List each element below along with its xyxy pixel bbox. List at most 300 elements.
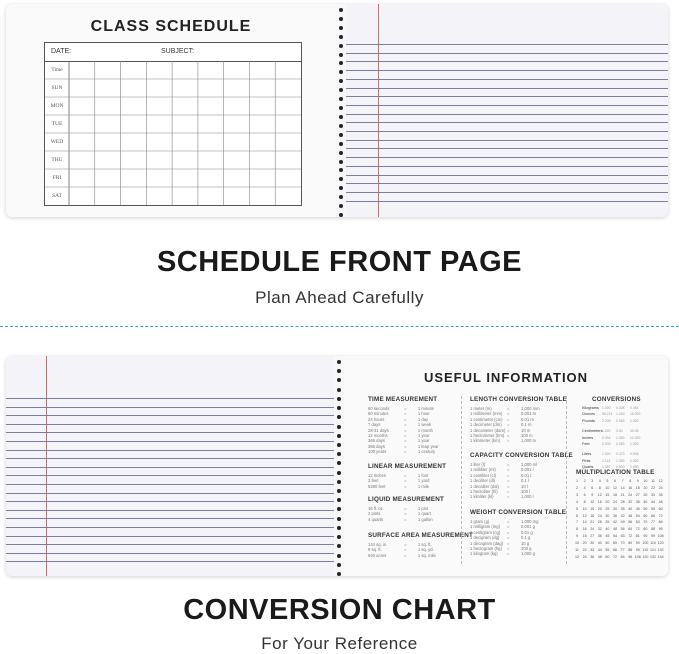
multiplication-cell: 18 <box>635 485 640 490</box>
spiral-hole <box>337 535 341 539</box>
row-right: 1 yard <box>417 478 430 484</box>
multiplication-cell: 12 <box>597 492 602 497</box>
ruled-line <box>346 114 668 115</box>
linear-heading: LINEAR MEASUREMENT <box>368 463 447 470</box>
row-left: 1 centigram (cg) <box>470 529 501 535</box>
multiplication-cell: 100 <box>642 541 649 546</box>
multiplication-cell: 81 <box>635 534 640 539</box>
multiplication-cell: 20 <box>605 499 610 504</box>
spiral-hole <box>339 204 343 208</box>
row-right: 1 month <box>417 427 434 433</box>
conversions-heading: CONVERSIONS <box>592 396 641 403</box>
row-left: 1 hectoliter (hl) <box>470 489 498 494</box>
row-left: 1 liter (l) <box>470 462 486 467</box>
multiplication-cell: 36 <box>597 534 602 539</box>
multiplication-cell: 20 <box>597 506 602 511</box>
multiplication-cell: 16 <box>582 527 587 532</box>
row-equals: = <box>506 540 510 546</box>
schedule-row-label: SUN <box>51 84 63 91</box>
multiplication-cell: 40 <box>605 527 610 532</box>
multiplication-cell: 24 <box>582 554 587 559</box>
row-right: 1 sq. mile <box>417 552 436 558</box>
time-row <box>368 417 454 422</box>
ruled-line <box>6 544 334 545</box>
row-right: 1 year <box>417 433 430 438</box>
spiral-hole <box>337 507 341 511</box>
ruled-line <box>6 441 334 442</box>
ruled-line <box>346 70 668 71</box>
spiral-hole <box>339 106 343 110</box>
conversion-value: 0.063 <box>616 418 625 423</box>
multiplication-cell: 60 <box>643 513 648 518</box>
capacity-row <box>470 494 558 499</box>
multiplication-cell: 110 <box>642 548 649 552</box>
ruled-line <box>346 148 668 149</box>
ruled-line <box>346 61 668 62</box>
length-row <box>470 417 558 422</box>
weight-row <box>470 530 558 535</box>
row-left: 1 centiliter (cl) <box>470 472 497 478</box>
multiplication-cell: 27 <box>590 534 595 539</box>
multiplication-cell: 3 <box>591 479 594 483</box>
row-left: 100 years <box>368 449 387 455</box>
schedule-row-label: WED <box>50 138 64 145</box>
row-equals: = <box>404 473 407 478</box>
spiral-hole <box>339 44 343 48</box>
schedule-row-label: SAT <box>52 192 62 199</box>
multiplication-cell: 54 <box>635 513 640 518</box>
row-right: 0.1 m <box>521 422 532 428</box>
multiplication-cell: 12 <box>613 485 617 490</box>
weight-heading: WEIGHT CONVERSION TABLE <box>470 509 567 516</box>
time-row <box>368 411 454 416</box>
multiplication-cell: 15 <box>590 506 595 511</box>
multiplication-cell: 49 <box>620 520 625 525</box>
row-equals: = <box>506 427 510 433</box>
liquid-row <box>368 511 454 516</box>
conversion-value: 2.113 <box>602 458 611 463</box>
multiplication-cell: 84 <box>658 520 663 525</box>
spiral-hole <box>339 88 343 92</box>
row-right: 1 pint <box>417 506 429 511</box>
ruled-line <box>346 140 668 141</box>
multiplication-cell: 96 <box>628 554 633 559</box>
row-equals: = <box>404 506 407 511</box>
row-equals: = <box>404 406 407 411</box>
spiral-hole <box>339 133 343 137</box>
multiplication-cell: 9 <box>636 479 639 483</box>
row-equals: = <box>506 467 510 473</box>
multiplication-cell: 90 <box>635 541 640 546</box>
row-equals: = <box>506 472 510 478</box>
multiplication-cell: 63 <box>620 534 625 539</box>
spiral-hole <box>337 517 341 521</box>
surface-row <box>368 547 454 552</box>
conversion-notebook <box>6 356 668 576</box>
row-left: 24 hours <box>368 416 385 422</box>
ruled-line <box>346 166 668 167</box>
row-left: 1 deciliter (dl) <box>470 478 496 484</box>
row-left: 366 days <box>368 443 385 449</box>
multiplication-cell: 12 <box>575 554 579 559</box>
caption-schedule-subtitle: Plan Ahead Carefully <box>255 288 424 307</box>
row-right: 100 l <box>521 489 531 494</box>
row-right: 10 l <box>521 483 528 489</box>
multiplication-cell: 44 <box>597 548 602 552</box>
multiplication-cell: 90 <box>643 534 648 539</box>
capacity-row <box>470 489 558 494</box>
conversion-value: 0.454 <box>630 406 639 410</box>
row-right: 1 day <box>417 416 429 422</box>
liquid-row <box>368 517 454 522</box>
row-left: 1 hectogram (hg) <box>470 546 502 551</box>
multiplication-cell: 35 <box>605 520 610 525</box>
conversion-unit: Centimeters <box>582 429 603 434</box>
multiplication-cell: 70 <box>643 520 648 525</box>
row-right: 0.001 l <box>521 467 534 473</box>
row-left: 1 decimeter (dm) <box>470 422 502 428</box>
multiplication-cell: 12 <box>582 513 587 518</box>
row-equals: = <box>506 416 510 422</box>
row-right: 1 gallon <box>417 516 433 522</box>
multiplication-cell: 108 <box>657 534 664 539</box>
conversion-unit: Pounds <box>582 418 595 423</box>
ruled-line <box>6 510 334 511</box>
ruled-line <box>6 458 334 459</box>
multiplication-cell: 33 <box>651 492 655 497</box>
ruled-line <box>6 415 334 416</box>
multiplication-cell: 22 <box>651 485 655 490</box>
conversion-value: 1.000 <box>602 452 611 457</box>
multiplication-cell: 55 <box>605 548 610 552</box>
multiplication-cell: 14 <box>582 520 587 525</box>
row-left: 365 days <box>368 438 385 444</box>
ruled-line <box>346 192 668 193</box>
row-equals: = <box>506 438 510 444</box>
spiral-hole <box>339 160 343 164</box>
multiplication-cell: 2 <box>576 485 578 490</box>
multiplication-cell: 10 <box>582 506 587 511</box>
ruled-line <box>346 201 668 202</box>
row-equals: = <box>506 519 510 524</box>
capacity-row <box>470 473 558 478</box>
row-right: 0.001 g <box>521 524 536 530</box>
multiplication-cell: 72 <box>613 554 617 559</box>
ruled-line <box>346 122 668 123</box>
row-left: 7 days <box>368 422 381 428</box>
ruled-line <box>346 96 668 97</box>
ruled-line <box>6 424 334 425</box>
multiplication-cell: 72 <box>628 534 633 539</box>
row-right: 1 sq. ft. <box>417 542 432 547</box>
multiplication-cell: 6 <box>614 479 616 483</box>
ruled-line <box>6 467 334 468</box>
ruled-line <box>6 398 334 399</box>
row-equals: = <box>506 546 510 551</box>
multiplication-cell: 99 <box>635 548 640 552</box>
multiplication-cell: 45 <box>605 534 610 539</box>
multiplication-cell: 6 <box>583 492 586 497</box>
multiplication-cell: 108 <box>634 554 641 559</box>
row-equals: = <box>404 411 407 417</box>
time-heading: TIME MEASUREMENT <box>368 396 438 403</box>
multiplication-cell: 4 <box>598 479 601 483</box>
spiral-hole <box>339 26 343 30</box>
ruled-line <box>6 484 334 485</box>
spiral-hole <box>337 554 341 558</box>
row-right: 0.001 m <box>521 411 537 417</box>
multiplication-cell: 66 <box>613 548 617 552</box>
capacity-row <box>470 478 558 483</box>
ruled-line <box>346 79 668 80</box>
caption-schedule-title: SCHEDULE FRONT PAGE <box>156 246 523 278</box>
row-left: 12 months <box>368 433 388 438</box>
ruled-line <box>346 157 668 158</box>
multiplication-cell: 4 <box>576 499 578 504</box>
ruled-line <box>6 553 334 554</box>
time-row <box>368 406 454 411</box>
row-right: 0.01 l <box>521 472 532 478</box>
weight-row <box>470 551 558 556</box>
conversion-value: 30.48 <box>630 429 639 434</box>
row-right: 1 week <box>417 422 432 428</box>
ruled-line <box>6 450 334 451</box>
row-left: 1 decagram (dag) <box>470 540 504 546</box>
conversion-value: 0.028 <box>616 406 625 410</box>
time-row <box>368 438 454 443</box>
time-row <box>368 433 454 438</box>
schedule-row-label: FRI <box>52 174 62 181</box>
conversion-value: 1.000 <box>602 429 611 434</box>
row-equals: = <box>506 433 510 438</box>
ruled-line <box>346 175 668 176</box>
multiplication-cell: 27 <box>635 492 640 497</box>
spiral-hole <box>339 151 343 155</box>
multiplication-cell: 16 <box>597 499 602 504</box>
row-equals: = <box>506 462 510 467</box>
spiral-hole <box>337 461 341 465</box>
multiplication-cell: 24 <box>613 499 617 504</box>
weight-row <box>470 546 558 551</box>
surface-row <box>368 542 454 547</box>
spiral-hole <box>339 124 343 128</box>
weight-row <box>470 524 558 529</box>
row-equals: = <box>404 511 407 517</box>
multiplication-cell: 55 <box>651 506 655 511</box>
multiplication-cell: 88 <box>651 527 655 532</box>
multiplication-cell: 48 <box>597 554 602 559</box>
row-right: 1 hour <box>417 411 430 417</box>
multiplication-cell: 132 <box>650 554 656 559</box>
conversion-value: 1.000 <box>616 412 625 417</box>
row-left: 144 sq. in. <box>368 542 388 547</box>
spiral-hole <box>339 186 343 190</box>
multiplication-cell: 88 <box>628 548 633 552</box>
schedule-row-label: MON <box>50 102 64 109</box>
multiplication-cell: 28 <box>597 520 602 525</box>
multiplication-cell: 24 <box>628 492 633 497</box>
multiplication-cell: 99 <box>651 534 655 539</box>
row-left: 4 quarts <box>368 516 384 522</box>
row-right: 10 m <box>521 427 531 433</box>
spiral-hole <box>337 406 341 410</box>
date-label: DATE: <box>51 48 72 55</box>
row-right: 0.1 l <box>521 478 529 484</box>
multiplication-cell: 22 <box>582 548 587 552</box>
spiral-hole <box>339 79 343 83</box>
conversion-value: 1.000 <box>602 406 611 410</box>
spiral-hole <box>339 142 343 146</box>
info-title: USEFUL INFORMATION <box>423 370 589 385</box>
row-equals: = <box>404 478 407 484</box>
conversion-value: 2.54 <box>616 429 623 434</box>
multiplication-cell: 16 <box>628 485 633 490</box>
multiplication-cell: 30 <box>590 541 595 546</box>
multiplication-cell: 18 <box>582 534 587 539</box>
length-row <box>470 433 558 438</box>
spiral-hole <box>337 498 341 502</box>
multiplication-cell: 40 <box>597 541 602 546</box>
ruled-line <box>6 493 334 494</box>
schedule-row-label: Time <box>51 66 63 73</box>
spiral-hole <box>337 360 341 364</box>
conversion-unit: Feet <box>582 442 590 446</box>
row-equals: = <box>506 494 510 500</box>
spiral-hole <box>337 443 341 447</box>
row-right: 1,000 ml <box>521 462 538 467</box>
weight-row <box>470 535 558 540</box>
multiplication-cell: 6 <box>591 485 594 490</box>
spiral-hole <box>337 397 341 401</box>
multiplication-cell: 14 <box>620 485 625 490</box>
spiral-hole <box>337 378 341 382</box>
spiral-hole <box>339 168 343 172</box>
conversion-unit: Inches <box>582 435 594 440</box>
conversion-value: 1.000 <box>616 458 625 463</box>
multiplication-cell: 24 <box>590 527 595 532</box>
spiral-hole <box>337 563 341 567</box>
multiplication-cell: 60 <box>613 541 617 546</box>
conversion-value: 0.033 <box>602 442 611 446</box>
conversion-value: 1.000 <box>630 418 639 423</box>
length-row <box>470 428 558 433</box>
multiplication-cell: 72 <box>658 513 663 518</box>
liquid-heading: LIQUID MEASUREMENT <box>368 496 445 503</box>
multiplication-cell: 12 <box>658 479 663 483</box>
spiral-hole <box>337 452 341 456</box>
multiplication-cell: 21 <box>590 520 595 525</box>
multiplication-cell: 77 <box>651 520 655 525</box>
spiral-hole <box>339 17 343 21</box>
spiral-binding <box>338 4 344 217</box>
row-right: 1 foot <box>417 473 429 478</box>
conversion-value: 35.274 <box>602 412 613 417</box>
ruled-line <box>346 131 668 132</box>
row-right: 1 quart <box>417 511 431 517</box>
multiplication-cell: 80 <box>643 527 648 532</box>
spiral-binding <box>336 356 342 576</box>
ruled-line <box>6 518 334 519</box>
multiplication-cell: 63 <box>635 520 640 525</box>
ruled-line <box>6 432 334 433</box>
multiplication-cell: 25 <box>605 506 610 511</box>
schedule-row-label: THU <box>51 156 63 163</box>
multiplication-cell: 11 <box>651 479 655 483</box>
row-right: 0.1 g <box>521 535 531 541</box>
row-right: 100 m <box>521 433 533 438</box>
multiplication-cell: 24 <box>597 513 602 518</box>
row-left: 12 inches <box>368 473 386 478</box>
multiplication-cell: 32 <box>628 499 633 504</box>
row-right: 0.01 g <box>521 529 533 535</box>
ruled-line <box>6 501 334 502</box>
row-right: 1 century <box>417 449 436 455</box>
spiral-hole <box>337 572 341 576</box>
row-left: 16 fl. oz. <box>368 506 384 511</box>
multiplication-cell: 121 <box>650 548 656 552</box>
linear-row <box>368 484 454 489</box>
row-equals: = <box>404 433 407 438</box>
multiplication-cell: 48 <box>628 513 633 518</box>
row-left: 1 millimeter (mm) <box>470 411 503 417</box>
multiplication-cell: 30 <box>613 506 617 511</box>
row-equals: = <box>404 422 407 428</box>
spiral-hole <box>339 70 343 74</box>
schedule-row-label: TUE <box>51 120 63 127</box>
row-right: 1 leap year <box>417 443 439 449</box>
conversion-value: 0.473 <box>616 452 625 457</box>
row-left: 1 milliliter (ml) <box>470 467 496 473</box>
spiral-hole <box>337 369 341 373</box>
schedule-page <box>6 4 336 217</box>
ruled-line <box>346 105 668 106</box>
ruled-line <box>6 536 334 537</box>
multiplication-cell: 132 <box>657 548 664 552</box>
row-right: 1 minute <box>417 406 434 411</box>
row-right: 1,000 mg <box>521 519 539 524</box>
row-equals: = <box>506 483 510 489</box>
margin-line <box>378 4 379 217</box>
surface-heading: SURFACE AREA MEASUREMENT <box>368 532 474 539</box>
multiplication-cell: 18 <box>613 492 617 497</box>
time-row <box>368 422 454 427</box>
spiral-hole <box>337 471 341 475</box>
row-equals: = <box>506 535 510 541</box>
multiplication-cell: 40 <box>643 499 648 504</box>
multiplication-cell: 18 <box>590 513 595 518</box>
time-row <box>368 449 454 454</box>
spiral-hole <box>339 177 343 181</box>
spiral-hole <box>337 434 341 438</box>
row-equals: = <box>506 406 510 411</box>
row-equals: = <box>404 483 407 489</box>
multiplication-cell: 7 <box>576 520 578 525</box>
conversion-value: 0.946 <box>630 452 639 457</box>
weight-row <box>470 541 558 546</box>
row-left: 1 kiloliter (kl) <box>470 494 494 500</box>
multiplication-cell: 44 <box>651 499 655 504</box>
conversion-unit: Pints <box>582 458 591 463</box>
row-left: 60 minutes <box>368 411 389 417</box>
capacity-row <box>470 467 558 472</box>
caption-conversion-title: CONVERSION CHART <box>183 594 496 626</box>
multiplication-cell: 36 <box>658 492 663 497</box>
multiplication-cell: 56 <box>628 520 633 525</box>
row-right: 0.01 m <box>521 416 534 422</box>
row-equals: = <box>506 489 510 494</box>
row-left: 9 sq. ft. <box>368 547 382 553</box>
liquid-row <box>368 506 454 511</box>
